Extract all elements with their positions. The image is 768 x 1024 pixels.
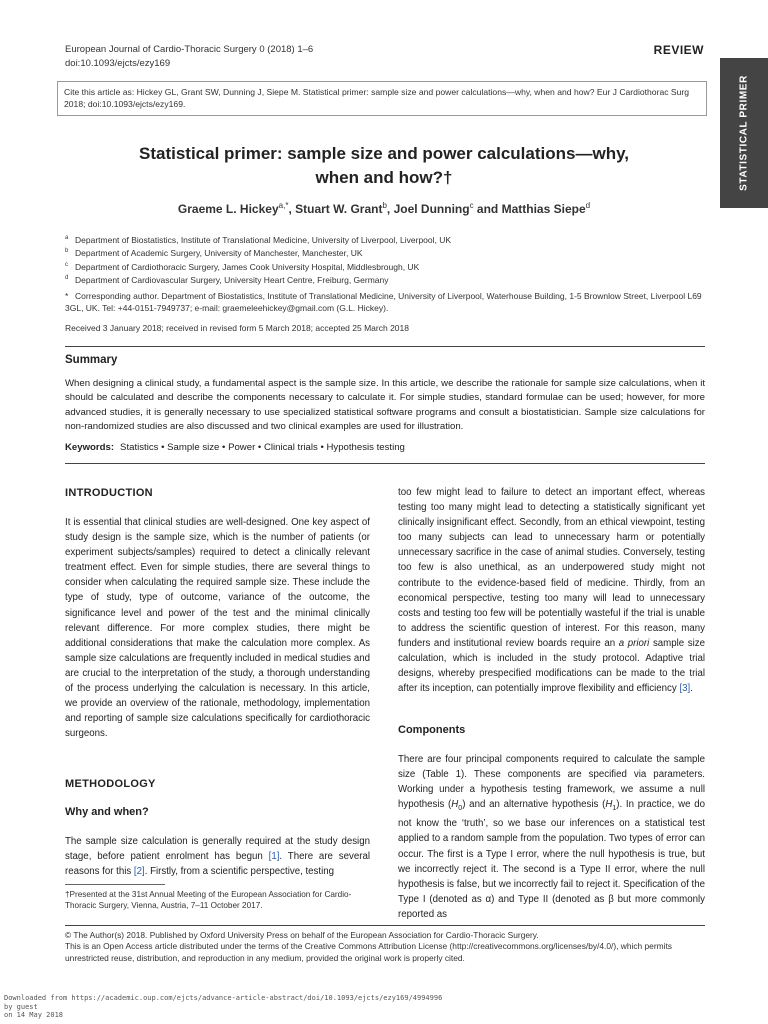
- body-text: There are four principal components required to calculate the sample size (Table 1). These components are specified via parameters. Working under a hypothesis testing framework, we assume a null hypothesis (: [398, 754, 705, 811]
- components-heading: Components: [398, 724, 466, 736]
- summary-top-rule: [65, 346, 705, 347]
- author-affil-mark: d: [585, 201, 591, 210]
- affiliation-mark: d: [65, 275, 69, 282]
- affiliation-text: Department of Academic Surgery, University of Manchester, Manchester, UK: [75, 248, 363, 259]
- received-dates: Received 3 January 2018; received in revised form 5 March 2018; accepted 25 March 2018: [65, 323, 409, 333]
- why-when-text: [65, 834, 370, 879]
- body-text: . Firstly, from a scientific perspective, testing: [144, 866, 335, 878]
- intro-heading: INTRODUCTION: [65, 487, 153, 499]
- why-when-heading: Why and when?: [65, 806, 149, 818]
- body-text: sample size calculation, which is included in the study protocol. Adaptive trial designs, whereby prespecified modifications can be made to the trial after its inception, can potentially improve flexibility and efficiency: [398, 637, 706, 695]
- download-line: on 14 May 2018: [4, 1011, 64, 1020]
- author-separator: and: [473, 202, 502, 216]
- journal-doi: doi:10.1093/ejcts/ezy169: [65, 58, 171, 69]
- section-label: REVIEW: [653, 43, 704, 57]
- summary-heading: Summary: [65, 354, 118, 366]
- affiliation-mark: c: [65, 261, 68, 268]
- side-tab: [720, 58, 768, 208]
- summary-text: When designing a clinical study, a fundamental aspect is the sample size. In this article, we describe the rationale for sample size calculations, when it should be calculated and describe the components necessary to calculate it. For simple studies, standard formulae can be used; however, for more advanced studies, it is generally necessary to use specialized statistical software programs and consult a biostatistician. Sample size calculations for non-randomized studies are also discussed and two clinical examples are used for illustration.: [65, 378, 705, 433]
- body-italic: a priori: [618, 637, 650, 649]
- keywords-label: Keywords:: [65, 442, 115, 453]
- footnote-rule: [65, 884, 165, 885]
- affiliation-text: Department of Cardiovascular Surgery, University Heart Centre, Freiburg, Germany: [75, 275, 389, 286]
- keywords-items: Statistics • Sample size • Power • Clinical trials • Hypothesis testing: [120, 442, 405, 453]
- author-affil-mark: a,*: [278, 201, 289, 210]
- affiliation-mark: b: [65, 248, 69, 255]
- intro-text: It is essential that clinical studies are well-designed. One key aspect of study design is the sample size, which is the number of patients (or experiment subjects/samples) required to detect a clinically relevant treatment effect. Even for simple studies, there are several things to consider when calculating the required sample size. These include the type of study, type of outcome, variance of the outcome, the significance level and power of the test and the minimal clinically relevant difference. For more complex studies, there might be additional considerations that make the calculation more complex. As sample size calculations are frequently included in medical studies and are crucial to the interpretation of the study, a thorough understanding of the process underlying the calculation is necessary. In this article, we provide an overview of the rationale, methodology, implementation and reporting of sample size calculations specifically for cardiothoracic surgeons.: [65, 517, 370, 740]
- author-separator: ,: [288, 202, 296, 216]
- copyright-line: © The Author(s) 2018. Published by Oxford University Press on behalf of the European Association for Cardio-Thoracic Surgery.: [65, 930, 539, 940]
- summary-bottom-rule: [65, 463, 705, 464]
- license-rule: [65, 925, 705, 926]
- author-name: Graeme L. Hickey: [177, 202, 279, 216]
- body-text: ). In practice, we do not know the ‘truth’, so we base our inferences on a statistical test applied to a random sample from the population. Two types of error can occur. The first is a Type I error, where the null hypothesis is true, but we incorrectly reject it. The second is a Type II error, where the null hypothesis is false, but we incorrectly fail to reject it. Specification of the Type I (denoted as α) and Type II (denoted as β but more commonly reported as: [398, 799, 706, 920]
- author-name: Stuart W. Grant: [295, 202, 383, 216]
- corresponding-mark: *: [65, 291, 69, 301]
- affiliation-list: [65, 233, 451, 287]
- affiliation-text: Department of Cardiothoracic Surgery, James Cook University Hospital, Middlesbrough, UK: [75, 261, 420, 272]
- corresponding-text: Corresponding author. Department of Biostatistics, Institute of Translational Medicine, University of Liverpool, Waterhouse Building, 1-5 Brownlow Street, Liverpool L69 3GL, UK. Tel: +44-0151-7949737; e-mail: graemeleehickey@gmail.com (G.L. Hickey).: [65, 291, 702, 313]
- affiliation-text: Department of Biostatistics, Institute of Translational Medicine, University of Liverpool, Liverpool, UK: [75, 234, 452, 245]
- affiliation-mark: a: [65, 235, 69, 241]
- affiliation-item: [65, 246, 451, 259]
- affiliation-item: [65, 260, 451, 273]
- affiliation-item: [65, 233, 451, 246]
- citation-link[interactable]: [3]: [679, 683, 691, 695]
- title-line-2: when and how?†: [315, 168, 453, 187]
- body-text: too few might lead to failure to detect an important effect, whereas testing too many might lead to detecting a statistically significant yet clinically insignificant effect. Secondly, from an ethical viewpoint, testing too many subjects can lead to unnecessary harm or potentially unnecessary sacrifice in the case of animal studies. Conversely, testing too few is also unethical, as an underpowered study might not contribute to the evidence-based field of medicine. Thirdly, from an economical perspective, testing too many will lead to unnecessary costs and testing too few will be potentially wasteful if the trial is unable to address the scientific question of interest. For this reason, many funders and institutional review boards require an: [398, 487, 705, 649]
- math-subscript: 1: [612, 805, 617, 813]
- math-subscript: 0: [458, 805, 463, 813]
- citation-link[interactable]: [2]: [133, 866, 145, 878]
- license-text: This is an Open Access article distributed under the terms of the Creative Commons Attribution License (http://creativecommons.org/licenses/by/4.0/), which permits unrestricted reuse, distribution, and reproduction in any medium, provided the original work is properly cited.: [65, 941, 672, 963]
- citation-link[interactable]: [1]: [268, 851, 280, 863]
- corresponding-author: [65, 290, 705, 314]
- license-notice: [65, 930, 705, 964]
- download-line: by guest: [4, 1002, 38, 1011]
- body-text: The sample size calculation is generally required at the study design stage, before patient enrolment has begun: [65, 836, 370, 863]
- article-title: [80, 142, 688, 190]
- journal-citation-header: [65, 43, 313, 71]
- affiliation-item: [65, 273, 451, 286]
- body-text: . There are several reasons for this: [65, 851, 370, 878]
- side-tab-label: STATISTICAL PRIMER: [738, 75, 750, 191]
- body-text: ) and an alternative hypothesis (: [462, 799, 606, 811]
- download-line: Downloaded from https://academic.oup.com/ejcts/advance-article-abstract/doi/10.1093/ejcts/ezy169/4994996: [4, 994, 443, 1002]
- methodology-heading: METHODOLOGY: [65, 778, 156, 790]
- footnote: †Presented at the 31st Annual Meeting of the European Association for Cardio-Thoracic Surgery, Vienna, Austria, 7–11 October 2017.: [65, 890, 352, 910]
- cite-box: Cite this article as: Hickey GL, Grant SW, Dunning J, Siepe M. Statistical primer: sample size and power calculations—why, when and how? Eur J Cardiothorac Surg 2018; doi:10.1093/ejcts/ezy169.: [57, 81, 707, 116]
- author-name: Matthias Siepe: [501, 202, 586, 216]
- author-name: Joel Dunning: [393, 202, 470, 216]
- journal-name: European Journal of Cardio-Thoracic Surgery 0 (2018) 1–6: [65, 44, 314, 55]
- keywords: [65, 442, 405, 453]
- download-stamp: [4, 994, 442, 1020]
- title-line-1: Statistical primer: sample size and power calculations—why,: [138, 144, 629, 163]
- author-affil-mark: c: [469, 201, 474, 210]
- right-column-text: [398, 485, 705, 696]
- math-symbol: H: [451, 799, 459, 811]
- body-text: .: [690, 683, 693, 695]
- author-separator: ,: [386, 202, 394, 216]
- author-affil-mark: b: [382, 201, 387, 210]
- components-text: [398, 752, 705, 922]
- math-symbol: H: [605, 799, 613, 811]
- author-list: [80, 201, 688, 216]
